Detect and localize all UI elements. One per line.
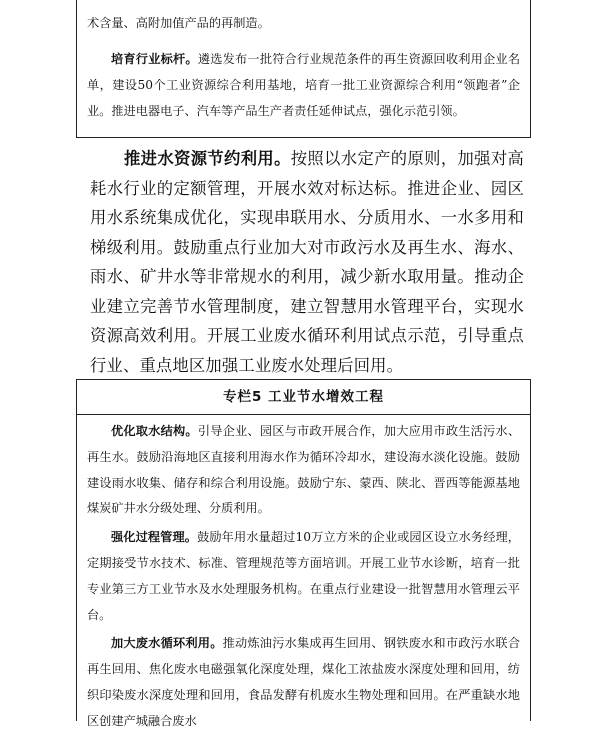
column-paragraph-3-text: 推动炼油污水集成再生回用、钢铁废水和市政污水联合再生回用、焦化废水电磁强氧化深度处理，煤化工浓盐废水深度处理和回用，纺织印染废水深度处理和回用，食品发酵有机废水生物处理和回用。在严重缺水地区创建产城融合废水 (87, 636, 521, 728)
bottom-column-box (76, 379, 531, 728)
top-box-line: 术含量、高附加值产品的再制造。 (87, 16, 270, 30)
top-box-paragraph-text: 遴选发布一批符合行业规范条件的再生资源回收利用企业名单，建设50个工业资源综合利用基地，培育一批工业资源综合利用“领跑者”企业。推进电器电子、汽车等产品生产者责任延伸试点，强化示范引领。 (87, 52, 521, 118)
column-paragraph-1-text: 引导企业、园区与市政开展合作，加大应用市政生活污水、再生水。鼓励沿海地区直接利用海水作为循环冷却水，建设海水淡化设施。鼓励建设雨水收集、储存和综合利用设施。鼓励宁东、蒙西、陕北、晋西等能源基地煤炭矿井水分级处理、分质利用。 (87, 424, 521, 516)
column-paragraph-2-lead: 强化过程管理。 (111, 530, 198, 545)
column-paragraph-3-lead: 加大废水循环利用。 (111, 636, 223, 651)
top-box-paragraph-lead: 培育行业标杆。 (111, 52, 198, 66)
main-paragraph-text: 按照以水定产的原则，加强对高耗水行业的定额管理，开展水效对标达标。推进企业、园区用水系统集成优化，实现串联用水、分质用水、一水多用和梯级利用。鼓励重点行业加大对市政污水及再生水、海水、雨水、矿井水等非常规水的利用，减少新水取用量。推动企业建立完善节水管理制度，建立智慧用水管理平台，实现水资源高效利用。开展工业废水循环利用试点示范，引导重点行业、重点地区加强工业废水处理后回用。 (90, 149, 524, 375)
column-paragraph-3 (87, 631, 520, 734)
main-paragraph-lead: 推进水资源节约利用。 (124, 149, 291, 168)
column-paragraph-2-text: 鼓励年用水量超过10万立方米的企业或园区设立水务经理，定期接受节水技术、标准、管理规范等方面培训。开展工业节水诊断，培育一批专业第三方工业节水及水处理服务机构。在重点行业建设一批智慧用水管理云平台。 (87, 530, 520, 622)
column-title: 专栏5 工业节水增效工程 (77, 380, 530, 415)
main-paragraph (90, 144, 524, 380)
column-paragraph-2 (87, 525, 520, 628)
column-paragraph-1-lead: 优化取水结构。 (111, 424, 198, 438)
column-paragraph-1 (87, 419, 520, 522)
column-body (77, 415, 530, 735)
top-column-box (76, 0, 531, 138)
top-box-paragraph (87, 46, 520, 124)
